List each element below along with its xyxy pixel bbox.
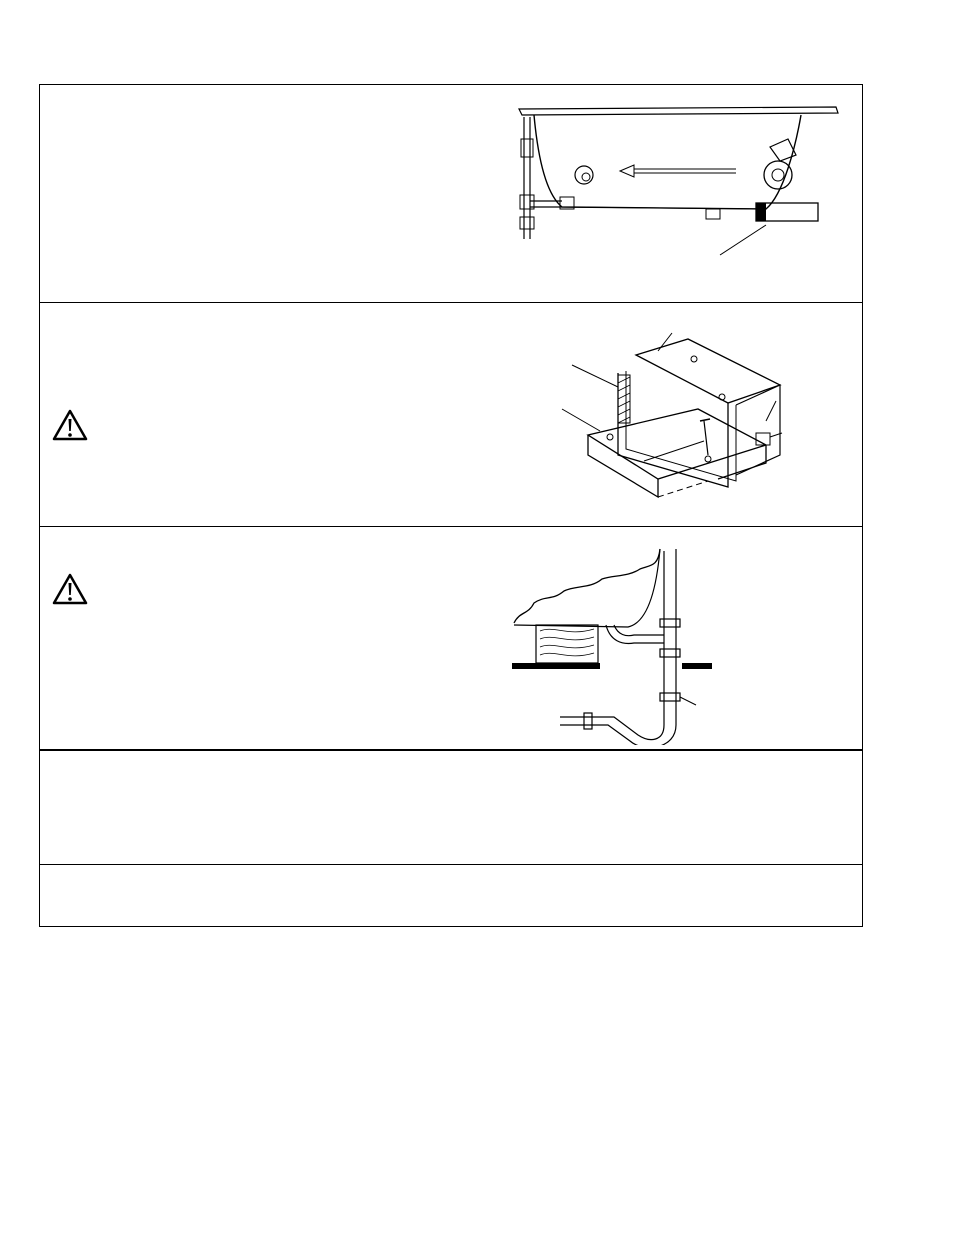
section-step-2 xyxy=(40,303,862,527)
bathtub-side-view-illustration xyxy=(516,99,846,259)
pump-mounting-bracket-illustration xyxy=(558,325,788,523)
warning-icon xyxy=(52,573,88,605)
section-step-3 xyxy=(40,527,862,751)
warning-icon xyxy=(52,409,88,441)
drain-piping-illustration xyxy=(510,545,750,745)
section-step-5 xyxy=(40,865,862,927)
section-step-4 xyxy=(40,751,862,865)
instruction-table xyxy=(39,84,863,927)
section-step-1 xyxy=(40,85,862,303)
